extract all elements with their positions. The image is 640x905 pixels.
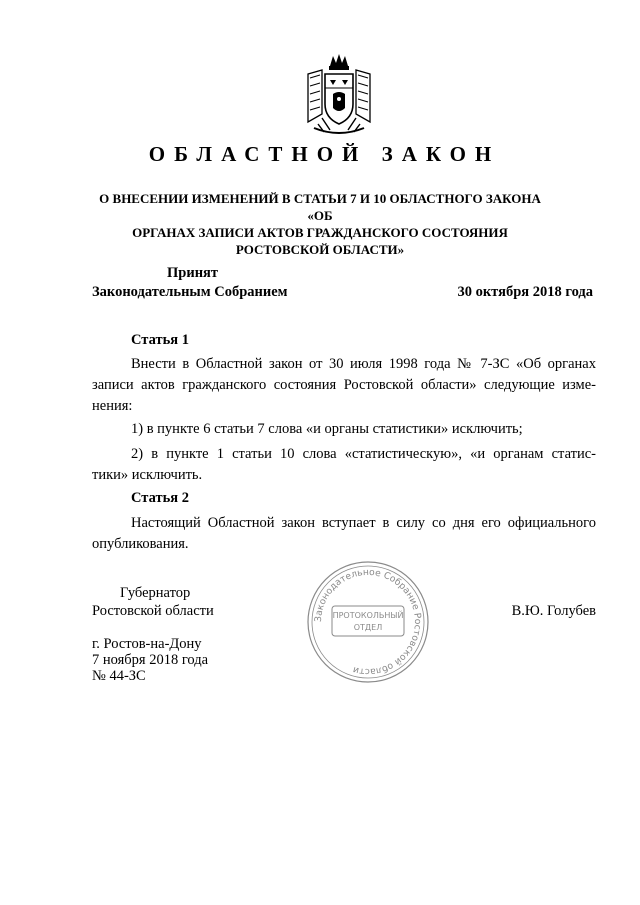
- subtitle-line: РОСТОВСКОЙ ОБЛАСТИ»: [235, 242, 405, 257]
- signature-date: 7 ноября 2018 года: [92, 652, 209, 668]
- signature-position-line-1: Губернатор: [120, 585, 191, 601]
- official-stamp: [306, 560, 430, 684]
- coat-of-arms-emblem: [300, 52, 378, 142]
- stamp-ring-text: Законодательное Собрание Ростовской области: [312, 566, 424, 678]
- subtitle-line: ОРГАНАХ ЗАПИСИ АКТОВ ГРАЖДАНСКОГО СОСТОЯНИЯ: [132, 225, 508, 240]
- subtitle-line: О ВНЕСЕНИИ ИЗМЕНЕНИЙ В СТАТЬИ 7 И 10 ОБЛАСТНОГО ЗАКОНА «ОБ: [99, 191, 541, 223]
- article-1-heading: Статья 1: [131, 332, 189, 348]
- item-2-line: 2) в пункте 1 статьи 10 слова «статистическую», «и органам статис-: [131, 446, 596, 462]
- item-1-text: 1) в пункте 6 статьи 7 слова «и органы статистики» исключить;: [131, 421, 523, 437]
- adopted-label: Принят: [167, 265, 219, 281]
- article-2-text: [92, 513, 596, 555]
- intro-line: Внести в Областной закон от 30 июля 1998 года № 7-ЗС «Об органах: [131, 356, 596, 372]
- stamp-center-line-1: ПРОТОКОЛЬНЫЙ: [332, 611, 404, 620]
- law-number: № 44-ЗС: [92, 668, 146, 684]
- signature-name: В.Ю. Голубев: [511, 603, 596, 619]
- document-subtitle: [96, 190, 544, 258]
- article-1-intro: [92, 354, 596, 417]
- adopted-date: 30 октября 2018 года: [457, 284, 593, 300]
- signature-position-line-2: Ростовской области: [92, 603, 214, 619]
- article-1-item-1: [92, 419, 596, 440]
- article-2-line: опубликования.: [92, 536, 189, 552]
- intro-line: нения:: [92, 398, 133, 414]
- signature-place: г. Ростов-на-Дону: [92, 636, 202, 652]
- adopted-by: Законодательным Собранием: [92, 284, 288, 300]
- article-2-heading: Статья 2: [131, 490, 189, 506]
- stamp-center-line-2: ОТДЕЛ: [353, 623, 383, 632]
- article-2-line: Настоящий Областной закон вступает в силу со дня его официального: [131, 515, 596, 531]
- item-2-line: тики» исключить.: [92, 467, 203, 483]
- intro-line: записи актов гражданского состояния Ростовской области» следующие изме-: [92, 377, 596, 393]
- article-1-item-2: [92, 444, 596, 486]
- document-title: ОБЛАСТНОЙ ЗАКОН: [148, 142, 501, 166]
